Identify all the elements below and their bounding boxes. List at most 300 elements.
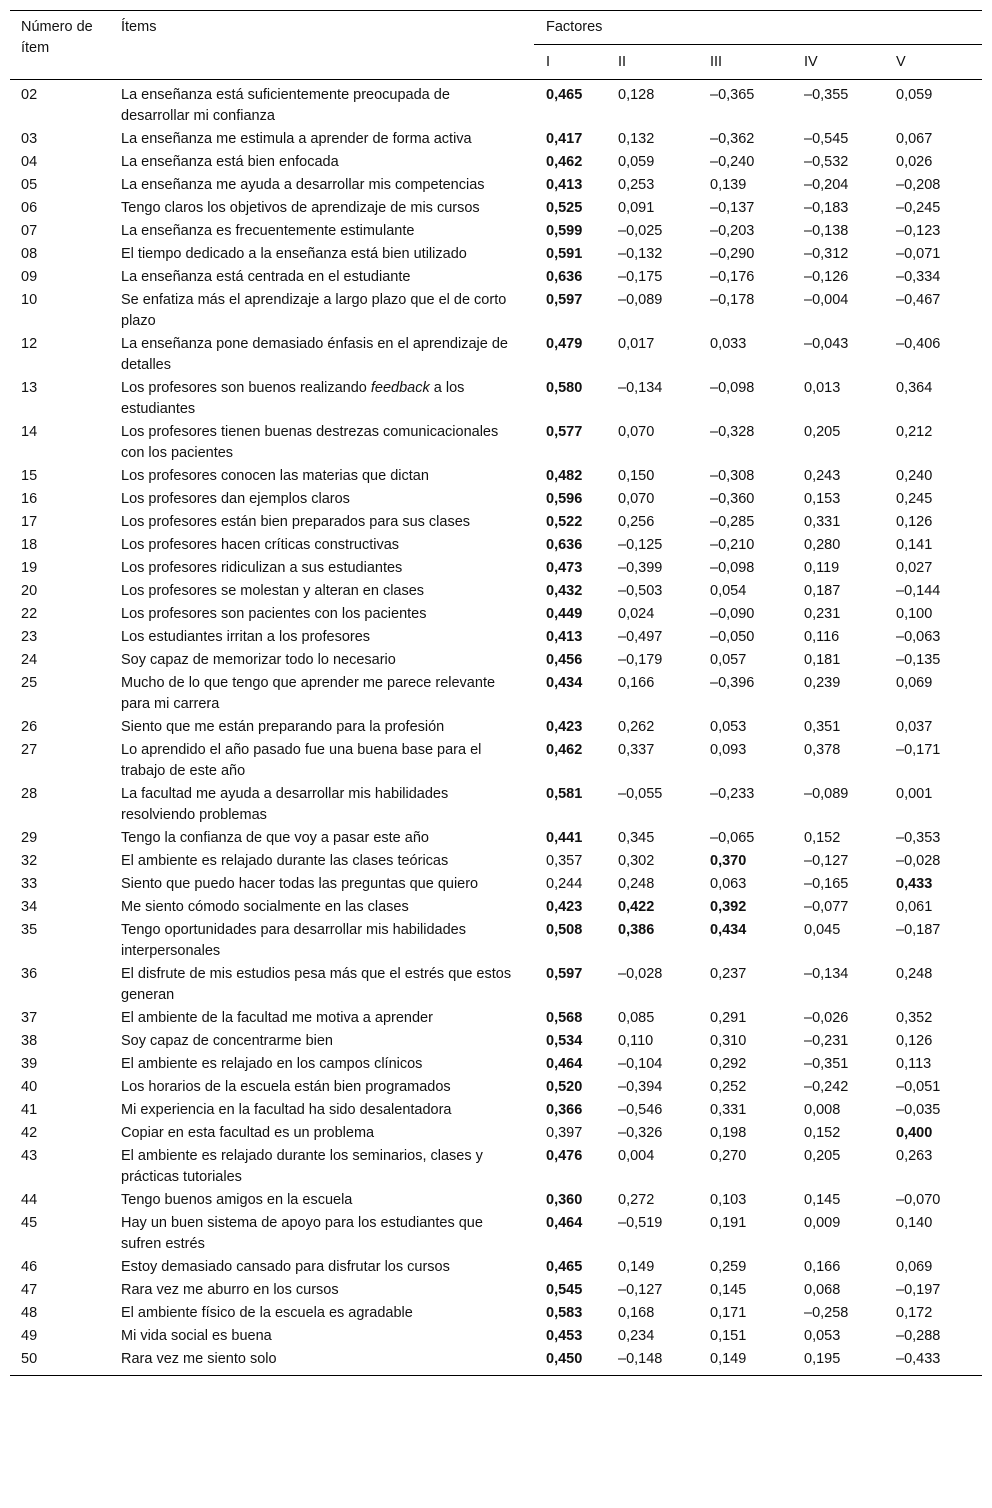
factor-iv-cell [804, 850, 896, 873]
factor-iv-cell [804, 1030, 896, 1053]
factor-iii-loading: –0,396 [710, 675, 755, 691]
table-row [10, 1279, 982, 1302]
factor-iv-loading: –0,004 [804, 292, 849, 308]
factor-i-cell [534, 783, 618, 827]
factor-v-loading: 0,140 [896, 1215, 933, 1231]
item-number: 12 [21, 336, 38, 352]
table-row [10, 603, 982, 626]
factor-v-cell [896, 197, 982, 220]
factor-v-loading: –0,070 [896, 1192, 941, 1208]
factor-iii-cell [710, 289, 804, 333]
factor-i-cell [534, 333, 618, 377]
table-row [10, 626, 982, 649]
item-number: 38 [21, 1033, 38, 1049]
table-row [10, 1076, 982, 1099]
factor-v-loading: –0,334 [896, 269, 941, 285]
table-row [10, 1099, 982, 1122]
factor-iii-cell [710, 151, 804, 174]
item-text: El ambiente es relajado en los campos clínicos [121, 1056, 423, 1072]
item-number: 47 [21, 1282, 38, 1298]
factor-iv-cell [804, 534, 896, 557]
factor-v-cell [896, 783, 982, 827]
factor-i-cell [534, 488, 618, 511]
factor-i-cell [534, 151, 618, 174]
item-number: 33 [21, 876, 38, 892]
item-number: 40 [21, 1079, 38, 1095]
factor-v-loading: –0,208 [896, 177, 941, 193]
factor-iii-loading: 0,063 [710, 876, 747, 892]
factor-ii-cell [618, 1099, 710, 1122]
factor-v-cell [896, 1122, 982, 1145]
factor-v-cell [896, 873, 982, 896]
factor-iv-loading: –0,355 [804, 87, 849, 103]
item-text: Soy capaz de concentrarme bien [121, 1033, 333, 1049]
table-row [10, 557, 982, 580]
factor-i-cell [534, 1145, 618, 1189]
factor-iii-cell [710, 534, 804, 557]
factor-iii-loading: 0,053 [710, 719, 747, 735]
factor-ii-cell [618, 534, 710, 557]
factor-i-loading: 0,244 [546, 876, 583, 892]
item-text: La enseñanza pone demasiado énfasis en el aprendizaje de detalles [121, 336, 508, 373]
factor-iii-cell [710, 626, 804, 649]
factor-iii-cell [710, 557, 804, 580]
factor-ii-loading: –0,175 [618, 269, 663, 285]
item-number: 45 [21, 1215, 38, 1231]
factor-i-loading: 0,580 [546, 380, 583, 396]
factor-iv-loading: –0,043 [804, 336, 849, 352]
factor-ii-cell [618, 243, 710, 266]
factor-i-loading: 0,482 [546, 468, 583, 484]
factor-i-cell [534, 896, 618, 919]
factor-iii-loading: 0,237 [710, 966, 747, 982]
factor-i-cell [534, 1279, 618, 1302]
factor-i-loading: 0,591 [546, 246, 583, 262]
factor-v-cell [896, 534, 982, 557]
item-number: 50 [10, 1348, 121, 1376]
factor-ii-cell [618, 465, 710, 488]
item-number: 02 [21, 87, 38, 103]
item-text: Los estudiantes irritan a los profesores [121, 629, 371, 645]
factor-v-loading: –0,353 [896, 830, 941, 846]
factor-iv-loading: 0,181 [804, 652, 841, 668]
factor-iii-cell [710, 1212, 804, 1256]
table-row [10, 151, 982, 174]
factor-v-cell [896, 557, 982, 580]
factor-i-cell [534, 1212, 618, 1256]
item-number: 39 [21, 1056, 38, 1072]
item-number: 49 [21, 1328, 38, 1344]
table-row [10, 534, 982, 557]
factor-v-cell [896, 243, 982, 266]
factor-iv-cell [804, 783, 896, 827]
item-number: 18 [21, 537, 38, 553]
factor-i-cell [534, 850, 618, 873]
factor-iv-cell [804, 557, 896, 580]
factor-v-cell [896, 377, 982, 421]
factor-iii-cell [710, 1302, 804, 1325]
factor-i-loading: 0,423 [546, 719, 583, 735]
factor-v-cell [896, 1076, 982, 1099]
table-row [10, 1007, 982, 1030]
table-row [10, 174, 982, 197]
factor-i-cell [534, 128, 618, 151]
factor-iv-cell [804, 1076, 896, 1099]
factor-v-loading: 0,061 [896, 899, 933, 915]
factor-ii-cell [618, 1256, 710, 1279]
factor-ii-loading: 0,234 [618, 1328, 655, 1344]
factor-ii-loading: 0,128 [618, 87, 655, 103]
factor-v-loading: 0,141 [896, 537, 933, 553]
factor-iii-cell [710, 220, 804, 243]
factor-v-loading: –0,288 [896, 1328, 941, 1344]
factor-v-loading: –0,071 [896, 246, 941, 262]
factor-iii-loading: 0,198 [710, 1125, 747, 1141]
factor-ii-loading: –0,125 [618, 537, 663, 553]
item-number: 10 [21, 292, 38, 308]
factor-i-loading: 0,545 [546, 1282, 583, 1298]
factor-i-loading: 0,520 [546, 1079, 583, 1095]
factor-iii-loading: 0,434 [710, 922, 747, 938]
factor-iii-loading: –0,210 [710, 537, 755, 553]
factor-ii-cell [618, 128, 710, 151]
item-text: Siento que me están preparando para la profesión [121, 719, 445, 735]
factor-v-cell [896, 580, 982, 603]
factor-i-cell [534, 827, 618, 850]
factor-v-loading: 0,172 [896, 1305, 933, 1321]
factor-v-loading: 0,026 [896, 154, 933, 170]
factor-v-cell [896, 603, 982, 626]
factor-iv-loading: 0,243 [804, 468, 841, 484]
factor-v-loading: 0,059 [896, 87, 933, 103]
item-number: 13 [21, 380, 38, 396]
factor-iii-loading: 0,310 [710, 1033, 747, 1049]
factor-v-loading: –0,406 [896, 336, 941, 352]
factor-iv-loading: 0,145 [804, 1192, 841, 1208]
factor-v-loading: –0,245 [896, 200, 941, 216]
factor-iii-cell [710, 128, 804, 151]
factor-i-cell [534, 716, 618, 739]
factor-i-cell [534, 626, 618, 649]
factor-ii-loading: 0,150 [618, 468, 655, 484]
factor-iii-loading: 0,252 [710, 1079, 747, 1095]
factor-ii-cell [618, 626, 710, 649]
factor-iii-cell [710, 649, 804, 672]
factor-iii-cell [710, 603, 804, 626]
factor-v-cell [896, 511, 982, 534]
factor-ii-loading: 0,004 [618, 1148, 655, 1164]
factor-iv-cell [804, 1189, 896, 1212]
factor-i-cell [534, 1256, 618, 1279]
factor-v-loading: 0,027 [896, 560, 933, 576]
factor-iv-loading: –0,026 [804, 1010, 849, 1026]
factor-v-cell [896, 672, 982, 716]
factor-i-loading: 0,434 [546, 675, 583, 691]
factor-iv-loading: 0,205 [804, 1148, 841, 1164]
table-row [10, 377, 982, 421]
item-text: Rara vez me siento solo [121, 1348, 534, 1376]
item-text: El tiempo dedicado a la enseñanza está bien utilizado [121, 246, 467, 262]
factor-v-loading: –0,035 [896, 1102, 941, 1118]
factor-ii-cell [618, 1348, 710, 1376]
header-items: Ítems [121, 19, 157, 35]
factor-v-cell [896, 220, 982, 243]
factor-i-loading: 0,534 [546, 1033, 583, 1049]
factor-iii-loading: –0,328 [710, 424, 755, 440]
factor-ii-cell [618, 716, 710, 739]
item-number: 20 [21, 583, 38, 599]
table-row [10, 1302, 982, 1325]
factor-i-loading: 0,568 [546, 1010, 583, 1026]
table-row [10, 716, 982, 739]
factor-iv-loading: 0,280 [804, 537, 841, 553]
factor-iv-loading: –0,183 [804, 200, 849, 216]
factor-i-cell [534, 557, 618, 580]
factor-iv-cell [804, 488, 896, 511]
table-row [10, 1212, 982, 1256]
item-number: 37 [21, 1010, 38, 1026]
factor-iv-cell [804, 1325, 896, 1348]
item-text: Tengo buenos amigos en la escuela [121, 1192, 353, 1208]
factor-iv-loading: –0,351 [804, 1056, 849, 1072]
item-text: Mi vida social es buena [121, 1328, 272, 1344]
table-row [10, 333, 982, 377]
factor-iv-cell [804, 377, 896, 421]
factor-iv-cell [804, 1279, 896, 1302]
factor-iv-cell [804, 1256, 896, 1279]
factor-iii-loading: 0,103 [710, 1192, 747, 1208]
factor-ii-cell [618, 1279, 710, 1302]
factor-ii-cell [618, 377, 710, 421]
factor-ii-cell [618, 1030, 710, 1053]
item-number: 08 [21, 246, 38, 262]
factor-iv-cell [804, 873, 896, 896]
factor-iv-loading: –0,532 [804, 154, 849, 170]
item-text: Los horarios de la escuela están bien programados [121, 1079, 451, 1095]
factor-iv-cell [804, 1099, 896, 1122]
factor-i-cell [534, 739, 618, 783]
factor-i-loading: 0,465 [546, 1259, 583, 1275]
factor-iii-loading: –0,137 [710, 200, 755, 216]
factor-v-cell [896, 1302, 982, 1325]
factor-i-loading: 0,581 [546, 786, 583, 802]
factor-ii-loading: –0,055 [618, 786, 663, 802]
factor-iii-loading: –0,362 [710, 131, 755, 147]
item-number: 28 [21, 786, 38, 802]
factor-i-cell [534, 243, 618, 266]
factor-i-cell [534, 963, 618, 1007]
factor-iv-cell [804, 603, 896, 626]
table-row [10, 220, 982, 243]
factor-iii-loading: 0,149 [710, 1351, 747, 1367]
factor-iv-loading: –0,077 [804, 899, 849, 915]
factor-ii-loading: –0,127 [618, 1282, 663, 1298]
table-row [10, 649, 982, 672]
factor-v-loading: 0,433 [896, 876, 933, 892]
factor-v-cell [896, 1325, 982, 1348]
header-item-number: Número de ítem [21, 19, 93, 56]
factor-v-loading: –0,028 [896, 853, 941, 869]
table-row [10, 1325, 982, 1348]
item-number: 27 [21, 742, 38, 758]
item-number: 07 [21, 223, 38, 239]
item-number: 06 [21, 200, 38, 216]
factor-v-cell [896, 649, 982, 672]
factor-ii-cell [618, 80, 710, 129]
factor-ii-loading: 0,166 [618, 675, 655, 691]
factor-iv-loading: 0,378 [804, 742, 841, 758]
factor-iv-loading: –0,545 [804, 131, 849, 147]
factor-iv-cell [804, 739, 896, 783]
factor-iv-loading: –0,134 [804, 966, 849, 982]
factor-ii-loading: –0,134 [618, 380, 663, 396]
table-row [10, 421, 982, 465]
factor-iii-cell [710, 1325, 804, 1348]
factor-ii-cell [618, 1145, 710, 1189]
item-text: La enseñanza está suficientemente preocupada de desarrollar mi confianza [121, 87, 450, 124]
item-text: El ambiente de la facultad me motiva a aprender [121, 1010, 433, 1026]
factor-i-loading: 0,462 [546, 154, 583, 170]
factor-i-loading: 0,597 [546, 292, 583, 308]
factor-ii-cell [618, 896, 710, 919]
factor-iii-loading: –0,308 [710, 468, 755, 484]
factor-iv-cell [804, 827, 896, 850]
factor-iii-loading: –0,233 [710, 786, 755, 802]
factor-v-cell [896, 1007, 982, 1030]
factor-iii-loading: 0,291 [710, 1010, 747, 1026]
factor-iii-loading: 0,139 [710, 177, 747, 193]
factor-iii-loading: –0,178 [710, 292, 755, 308]
item-text: Copiar en esta facultad es un problema [121, 1125, 375, 1141]
item-number: 15 [21, 468, 38, 484]
factor-iv-cell [804, 1007, 896, 1030]
factor-v-cell [896, 919, 982, 963]
factor-ii-loading: –0,025 [618, 223, 663, 239]
item-text: Los profesores ridiculizan a sus estudiantes [121, 560, 403, 576]
factor-iii-loading: –0,098 [710, 380, 755, 396]
factor-i-loading: 0,462 [546, 742, 583, 758]
factor-iii-cell [710, 827, 804, 850]
factor-v-cell [896, 289, 982, 333]
factor-iii-cell [710, 963, 804, 1007]
factor-iii-cell [710, 1076, 804, 1099]
factor-iii-cell [710, 421, 804, 465]
factor-ii-loading: 0,253 [618, 177, 655, 193]
factor-v-loading: 0,240 [896, 468, 933, 484]
table-row [10, 850, 982, 873]
table-row [10, 963, 982, 1007]
factor-v-cell [896, 488, 982, 511]
factor-ii-cell [618, 1007, 710, 1030]
factor-ii-loading: 0,262 [618, 719, 655, 735]
factor-i-cell [534, 377, 618, 421]
factor-v-loading: 0,126 [896, 1033, 933, 1049]
factor-i-loading: 0,450 [546, 1351, 583, 1367]
factor-iii-loading: 0,191 [710, 1215, 747, 1231]
factor-v-cell [896, 716, 982, 739]
factor-iii-loading: 0,392 [710, 899, 747, 915]
factor-i-loading: 0,464 [546, 1215, 583, 1231]
factor-iii-cell [710, 1122, 804, 1145]
factor-ii-loading: 0,272 [618, 1192, 655, 1208]
factor-ii-loading: 0,091 [618, 200, 655, 216]
item-text: Lo aprendido el año pasado fue una buena base para el trabajo de este año [121, 742, 482, 779]
table-row [10, 1053, 982, 1076]
factor-v-loading: –0,144 [896, 583, 941, 599]
factor-ii-loading: 0,017 [618, 336, 655, 352]
factor-v-cell [896, 1256, 982, 1279]
item-text: Los profesores conocen las materias que dictan [121, 468, 429, 484]
factor-iv-cell [804, 1053, 896, 1076]
factor-i-loading: 0,413 [546, 629, 583, 645]
factor-v-loading: –0,197 [896, 1282, 941, 1298]
factor-iv-loading: 0,152 [804, 1125, 841, 1141]
table-row [10, 873, 982, 896]
table-row [10, 1145, 982, 1189]
factor-i-cell [534, 266, 618, 289]
factor-i-loading: 0,577 [546, 424, 583, 440]
factor-i-cell [534, 1099, 618, 1122]
factor-iii-cell [710, 80, 804, 129]
header-factor-ii: II [618, 54, 627, 70]
item-text: Los profesores están bien preparados para sus clases [121, 514, 471, 530]
table-row [10, 1122, 982, 1145]
item-text: La enseñanza me ayuda a desarrollar mis competencias [121, 177, 485, 193]
factor-i-loading: 0,465 [546, 87, 583, 103]
factor-iv-cell [804, 626, 896, 649]
factor-ii-loading: 0,070 [618, 491, 655, 507]
factor-iii-cell [710, 333, 804, 377]
factor-iv-loading: 0,045 [804, 922, 841, 938]
factor-v-cell [896, 1212, 982, 1256]
factor-v-cell [896, 1099, 982, 1122]
factor-i-loading: 0,599 [546, 223, 583, 239]
factor-iv-cell [804, 289, 896, 333]
item-number: 17 [21, 514, 38, 530]
item-text-emphasis: feedback [370, 380, 430, 396]
item-text: Los profesores dan ejemplos claros [121, 491, 350, 507]
factor-i-loading: 0,636 [546, 537, 583, 553]
item-number: 42 [21, 1125, 38, 1141]
factor-iv-loading: 0,053 [804, 1328, 841, 1344]
factor-v-cell [896, 1189, 982, 1212]
factor-iv-cell [804, 128, 896, 151]
factor-iii-loading: –0,176 [710, 269, 755, 285]
factor-i-loading: 0,596 [546, 491, 583, 507]
table-row [10, 465, 982, 488]
factor-v-loading: –0,187 [896, 922, 941, 938]
factor-v-cell [896, 626, 982, 649]
factor-iii-loading: 0,093 [710, 742, 747, 758]
table-row [10, 672, 982, 716]
factor-i-loading: 0,479 [546, 336, 583, 352]
item-text: Los profesores son pacientes con los pacientes [121, 606, 427, 622]
item-number: 09 [21, 269, 38, 285]
factor-ii-loading: 0,256 [618, 514, 655, 530]
item-number: 41 [21, 1102, 38, 1118]
factor-v-cell [896, 421, 982, 465]
factor-i-cell [534, 534, 618, 557]
factor-v-cell [896, 128, 982, 151]
factor-i-loading: 0,432 [546, 583, 583, 599]
item-text: Me siento cómodo socialmente en las clases [121, 899, 409, 915]
factor-iii-loading: –0,365 [710, 87, 755, 103]
factor-v-loading: 0,067 [896, 131, 933, 147]
factor-v-loading: 0,100 [896, 606, 933, 622]
header-factor-iv: IV [804, 54, 818, 70]
factor-v-loading: –0,467 [896, 292, 941, 308]
header-factor-v: V [896, 54, 906, 70]
